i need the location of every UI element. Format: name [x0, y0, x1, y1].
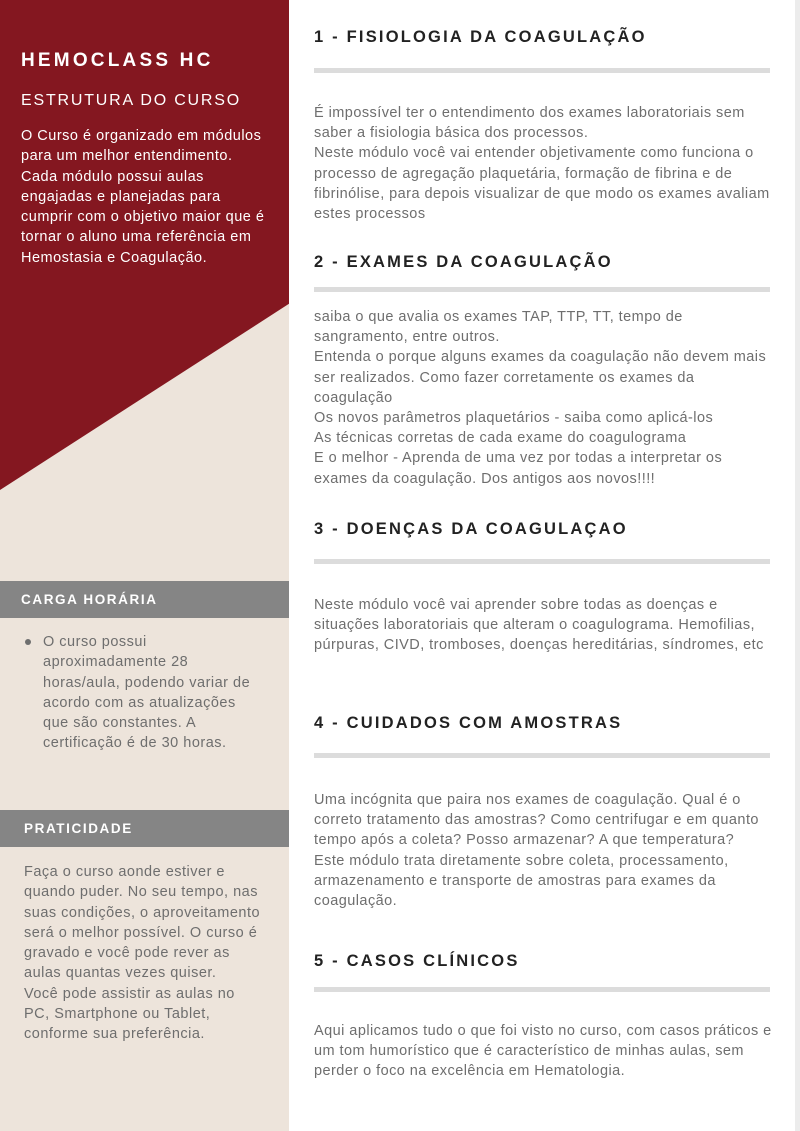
- module-1-divider: [314, 68, 770, 73]
- module-2-title: 2 - EXAMES DA COAGULAÇÃO: [314, 253, 613, 271]
- bullet-icon: [25, 639, 31, 645]
- module-1-text: É impossível ter o entendimento dos exames laboratoriais sem saber a fisiologia básica dos processos. Neste módulo você vai entender objetivamente como funciona o processo de agregação plaquetária, formação de fibrina e de fibrinólise, para depois visualizar de que modo os exames avaliam estes processos: [314, 105, 770, 223]
- module-2-text: saiba o que avalia os exames TAP, TTP, TT, tempo de sangramento, entre outros. Entenda o porque alguns exames da coagulação não devem mais ser realizados. Como fazer corretamente os exames da coagulação Os novos parâmetros plaquetários - saiba como aplicá-los As técnicas corretas de cada exame do coagulograma E o melhor - Aprenda de uma vez por todas a interpretar os exames da coagulação. Dos antigos aos novos!!!!: [314, 309, 767, 487]
- praticidade-heading: PRATICIDADE: [0, 810, 289, 847]
- module-2-divider: [314, 287, 770, 292]
- sidebar: [0, 0, 289, 1131]
- carga-horaria-heading: CARGA HORÁRIA: [0, 581, 289, 618]
- page-edge: [795, 0, 800, 1131]
- module-3-divider: [314, 559, 770, 564]
- module-3-text: Neste módulo você vai aprender sobre todas as doenças e situações laboratoriais que alteram o coagulograma. Hemofilias, púrpuras, CIVD, tromboses, doenças hereditárias, síndromes, etc: [314, 597, 764, 654]
- module-4-divider: [314, 753, 770, 758]
- module-4-text: Uma incógnita que paira nos exames de coagulação. Qual é o correto tratamento das amostras? Como centrifugar e em quanto tempo após a coleta? Posso armazenar? A que temperatura? Este módulo trata diretamente sobre coleta, processamento, armazenamento e transporte de amostras para exames da coagulação.: [314, 792, 759, 910]
- module-3-title: 3 - DOENÇAS DA COAGULAÇAO: [314, 520, 628, 538]
- module-1-title: 1 - FISIOLOGIA DA COAGULAÇÃO: [314, 28, 647, 46]
- list-item: [25, 632, 265, 754]
- course-structure-title: ESTRUTURA DO CURSO: [21, 92, 241, 109]
- brand-title: HEMOCLASS HC: [21, 50, 214, 71]
- carga-horaria-list: [25, 632, 265, 754]
- module-4-title: 4 - CUIDADOS COM AMOSTRAS: [314, 714, 623, 732]
- module-5-divider: [314, 987, 770, 992]
- carga-horaria-text: O curso possui aproximadamente 28 horas/aula, podendo variar de acordo com as atualizações que são constantes. A certificação é de 30 horas.: [43, 634, 251, 752]
- modules-column: [289, 0, 800, 1131]
- module-5-title: 5 - CASOS CLÍNICOS: [314, 952, 520, 970]
- praticidade-text: Faça o curso aonde estiver e quando puder. No seu tempo, nas suas condições, o aproveitamento será o melhor possível. O curso é gravado e você pode rever as aulas quantas vezes quiser. Você pode assistir as aulas no PC, Smartphone ou Tablet, conforme sua preferência.: [24, 864, 261, 1043]
- course-intro-text: O Curso é organizado em módulos para um melhor entendimento. Cada módulo possui aulas engajadas e planejadas para cumprir com o objetivo maior que é tornar o aluno uma referência em Hemostasia e Coagulação.: [21, 128, 265, 266]
- module-5-text: Aqui aplicamos tudo o que foi visto no curso, com casos práticos e um tom humorístico que é característico de minhas aulas, sem perder o foco na excelência em Hematologia.: [314, 1023, 772, 1080]
